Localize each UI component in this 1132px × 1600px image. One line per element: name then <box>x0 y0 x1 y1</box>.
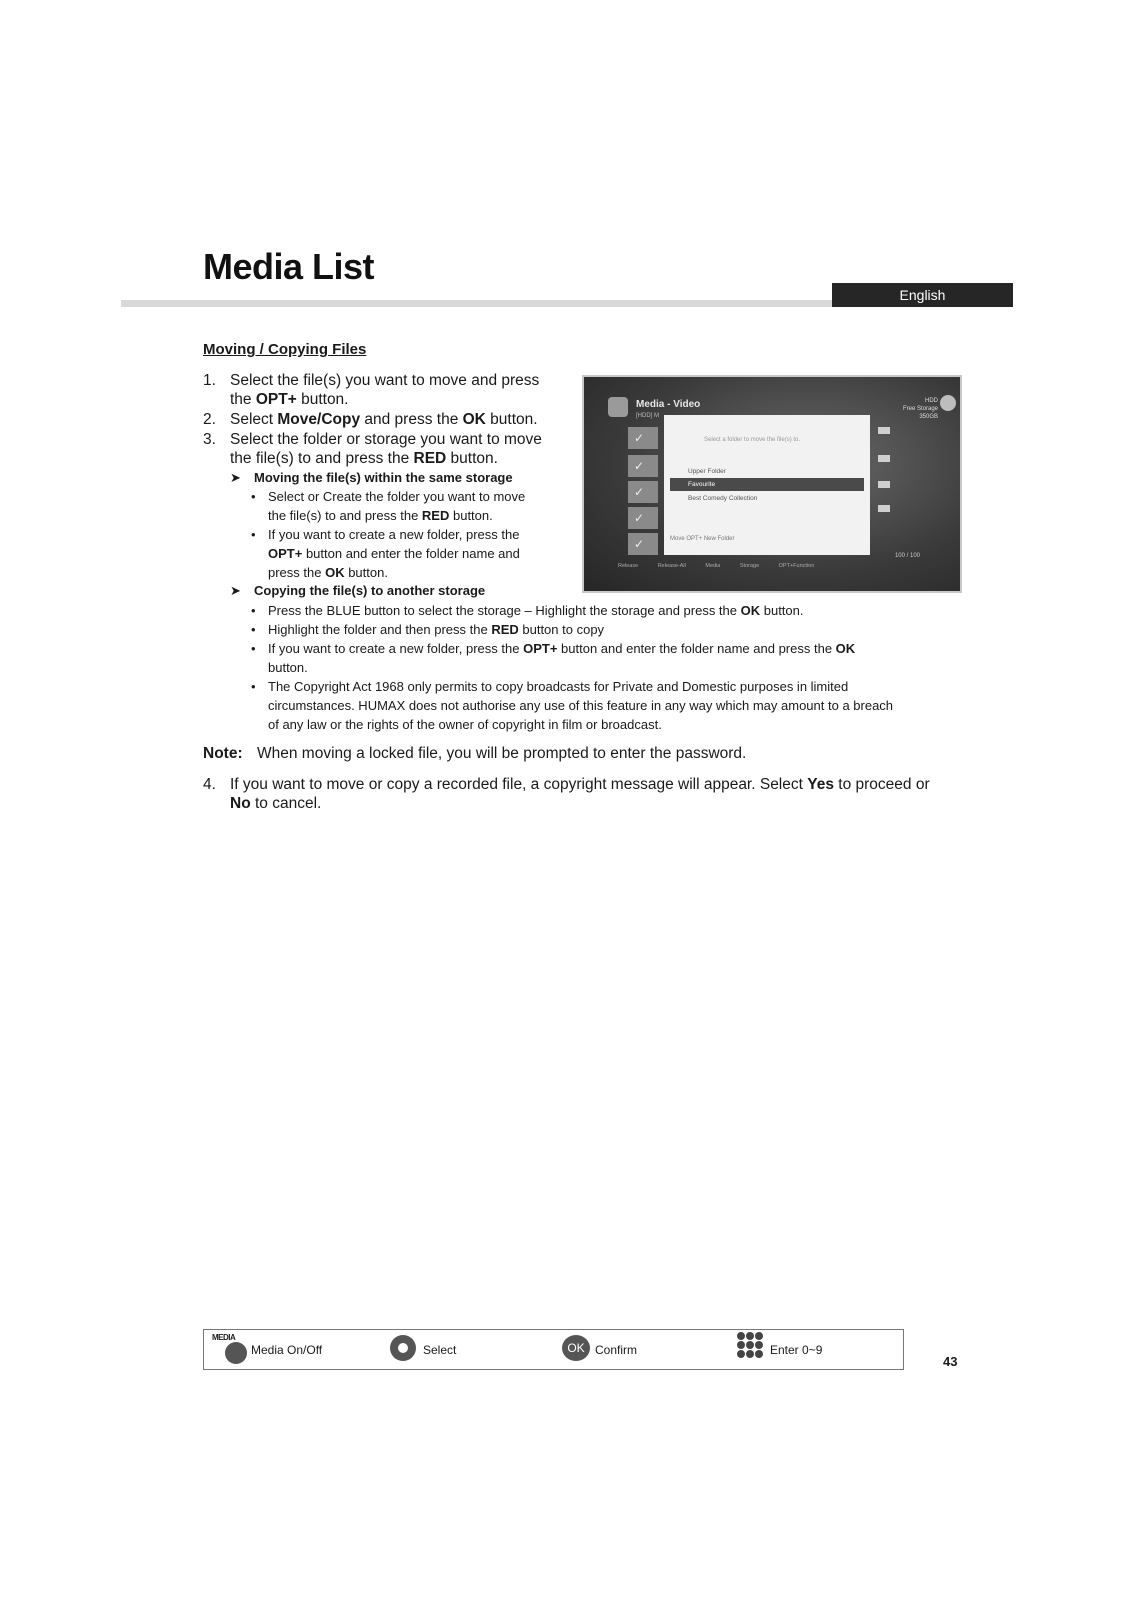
screen-subtitle: [HDD] M <box>636 413 659 419</box>
section-heading: Moving / Copying Files <box>203 341 367 358</box>
bullet-item: • If you want to create a new folder, press the OPT+ button and enter the folder name and press the OK button. <box>251 641 856 675</box>
bullet-item: • Select or Create the folder you want to move the file(s) to and press the RED button. <box>251 489 526 523</box>
file-count: 100 / 100 <box>894 553 920 559</box>
button-legend <box>203 1329 904 1370</box>
screen-title: Media - Video <box>636 399 701 410</box>
check-icon: ✓ <box>634 511 645 525</box>
bullet-item: • Press the BLUE button to select the storage – Highlight the storage and press the OK button. <box>251 603 804 618</box>
check-icon: ✓ <box>634 431 645 445</box>
media-button-icon <box>225 1342 247 1364</box>
screenshot-media-video <box>582 375 962 593</box>
arrow-icon: ➤ <box>230 583 241 598</box>
number-keypad-icon <box>737 1332 763 1358</box>
dialog-message: Select a folder to move the file(s) to. <box>704 437 801 443</box>
note <box>203 745 963 765</box>
folder-select-dialog <box>664 415 870 555</box>
hd-badge-icon <box>878 481 890 488</box>
note-text: When moving a locked file, you will be prompted to enter the password. <box>257 745 747 762</box>
ok-button-icon: OK <box>562 1335 590 1361</box>
subheading-other-storage: ➤ Copying the file(s) to another storage <box>230 583 486 598</box>
folder-item[interactable]: Best Comedy Collection <box>688 495 758 502</box>
subheading-same-storage: ➤ Moving the file(s) within the same storage <box>230 470 513 485</box>
page-title: Media List <box>203 246 375 287</box>
dpad-icon <box>390 1335 416 1361</box>
step-3: 3. Select the folder or storage you want to move the file(s) to and press the RED button. <box>203 431 542 467</box>
hd-badge-icon <box>878 427 890 434</box>
step-4: 4. If you want to move or copy a recorded file, a copyright message will appear. Select Yes to proceed or No to cancel. <box>203 776 930 812</box>
lock-badge-icon <box>878 505 890 512</box>
step-number: 4. <box>203 776 216 793</box>
bullet-item: • Highlight the folder and then press the RED button to copy <box>251 622 605 637</box>
check-icon: ✓ <box>634 459 645 473</box>
legend-label: Media On/Off <box>251 1343 323 1357</box>
check-icon: ✓ <box>634 537 645 551</box>
legend-label: Confirm <box>595 1343 638 1357</box>
bullet-item: • The Copyright Act 1968 only permits to copy broadcasts for Private and Domestic purposes in limited circumstances. HUMAX does not authorise any use of this feature in any way which may amount to a breach of any law or the rights of the owner of copyright in film or broadcast. <box>251 679 894 732</box>
step-number: 2. <box>203 411 216 428</box>
note-label: Note: <box>203 745 243 762</box>
storage-pie-icon <box>940 395 956 411</box>
step-number: 3. <box>203 431 216 448</box>
step-2: 2. Select Move/Copy and press the OK button. <box>203 411 538 428</box>
language-tab: English <box>832 283 1013 307</box>
page-number: 43 <box>943 1354 958 1369</box>
folder-item[interactable]: Upper Folder <box>688 468 726 475</box>
check-icon: ✓ <box>634 485 645 499</box>
storage-info: HDD Free Storage 350GB <box>902 398 938 420</box>
hd-badge-icon <box>878 455 890 462</box>
media-tag: MEDIA <box>212 1333 236 1342</box>
screen-bottom-bar: Release Release-All Media Storage OPT+Function <box>618 563 815 569</box>
bullet-item: • If you want to create a new folder, press the OPT+ button and enter the folder name and press the OK button. <box>251 527 520 580</box>
media-logo-icon <box>608 397 628 417</box>
legend-label: Select <box>423 1343 457 1357</box>
dialog-footer: Move OPT+ New Folder <box>670 536 735 542</box>
arrow-icon: ➤ <box>230 470 241 485</box>
step-1: 1. Select the file(s) you want to move and press the OPT+ button. <box>203 372 540 408</box>
step-number: 1. <box>203 372 216 389</box>
legend-label: Enter 0~9 <box>770 1343 823 1357</box>
folder-item-selected[interactable]: Favourite <box>670 478 864 491</box>
